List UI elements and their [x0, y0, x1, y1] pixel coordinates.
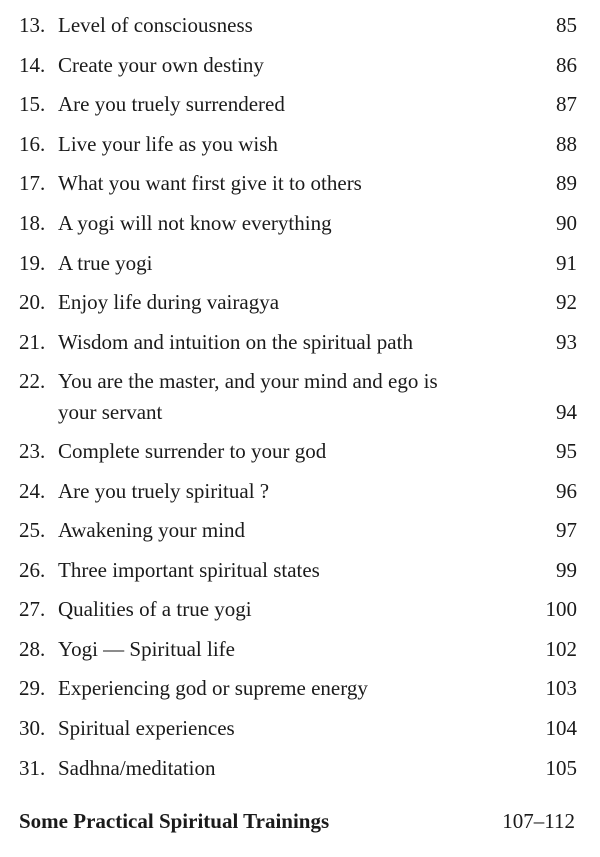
entry-title: You are the master, and your mind and ego is — [58, 369, 438, 393]
entry-title: Create your own destiny — [58, 53, 264, 77]
entry-number: 24. — [19, 479, 46, 503]
section-page-range: 107–112 — [502, 809, 575, 833]
entry-number: 27. — [19, 597, 46, 621]
entry-page: 90 — [556, 211, 577, 235]
entry-number: 14. — [19, 53, 46, 77]
entry-page: 100 — [545, 597, 577, 621]
entry-number: 28. — [19, 637, 46, 661]
entry-title-continued: your servant — [58, 400, 163, 424]
entry-title: Yogi — Spiritual life — [58, 637, 235, 661]
entry-title: Awakening your mind — [58, 518, 246, 542]
entry-number: 26. — [19, 558, 46, 582]
entry-page: 97 — [556, 518, 577, 542]
entry-page: 99 — [556, 558, 577, 582]
entry-page: 86 — [556, 53, 577, 77]
entry-title: Qualities of a true yogi — [58, 597, 252, 621]
entry-page: 91 — [556, 251, 577, 275]
entry-page: 87 — [556, 92, 577, 116]
entry-page: 94 — [556, 400, 577, 424]
entry-page: 92 — [556, 290, 577, 314]
entry-title: Enjoy life during vairagya — [58, 290, 280, 314]
entry-number: 23. — [19, 439, 46, 463]
entry-number: 17. — [19, 171, 46, 195]
entry-number: 15. — [19, 92, 46, 116]
entry-title: Level of consciousness — [58, 13, 253, 37]
entry-page: 102 — [545, 637, 577, 661]
entry-page: 85 — [556, 13, 577, 37]
entry-page: 105 — [545, 756, 577, 780]
entry-number: 13. — [19, 13, 46, 37]
entry-number: 20. — [19, 290, 46, 314]
entry-number: 25. — [19, 518, 46, 542]
entry-number: 18. — [19, 211, 46, 235]
entry-number: 29. — [19, 676, 46, 700]
entry-number: 31. — [19, 756, 46, 780]
entry-page: 89 — [556, 171, 577, 195]
entry-title: Are you truely spiritual ? — [58, 479, 270, 503]
entry-title: Wisdom and intuition on the spiritual path — [58, 330, 413, 354]
entry-title: Live your life as you wish — [58, 132, 278, 156]
entry-number: 21. — [19, 330, 46, 354]
entry-page: 93 — [556, 330, 577, 354]
entry-page: 104 — [545, 716, 577, 740]
entry-page: 95 — [556, 439, 577, 463]
section-title: Some Practical Spiritual Trainings — [19, 809, 330, 833]
entry-page: 103 — [545, 676, 577, 700]
entry-number: 19. — [19, 251, 46, 275]
entry-title: Are you truely surrendered — [58, 92, 285, 116]
entry-title: A yogi will not know everything — [58, 211, 332, 235]
entry-title: Spiritual experiences — [58, 716, 235, 740]
entry-title: Three important spiritual states — [58, 558, 320, 582]
entry-title: Sadhna/meditation — [58, 756, 216, 780]
entry-page: 96 — [556, 479, 577, 503]
entry-title: What you want first give it to others — [58, 171, 362, 195]
entry-number: 30. — [19, 716, 46, 740]
entry-title: A true yogi — [58, 251, 153, 275]
entry-number: 16. — [19, 132, 46, 156]
entry-page: 88 — [556, 132, 577, 156]
entry-number: 22. — [19, 369, 46, 393]
entry-title: Experiencing god or supreme energy — [58, 676, 368, 700]
entry-title: Complete surrender to your god — [58, 439, 327, 463]
